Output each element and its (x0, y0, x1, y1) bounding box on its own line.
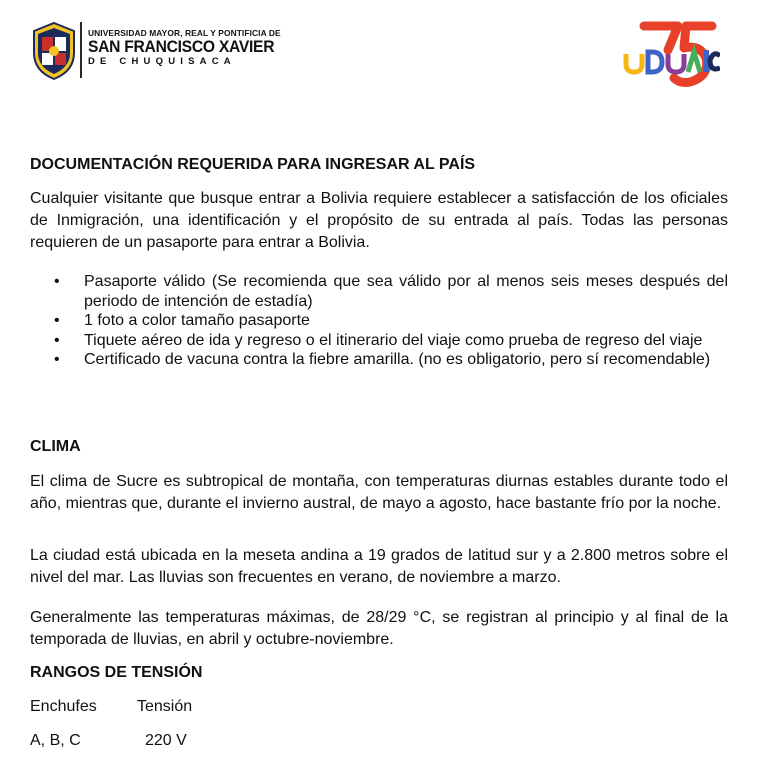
plugs-column-header: Enchufes (30, 698, 97, 715)
voltage-table-row (30, 732, 187, 750)
list-item: • 1 foto a color tamaño pasaporte (54, 312, 310, 329)
bullet-icon: • (54, 312, 60, 329)
university-line-3: DE CHUQUISACA (88, 56, 236, 67)
climate-paragraph-1: El clima de Sucre es subtropical de montaña, con temperaturas diurnas estables durante todo el año, mientras que, durante el invierno austral, de mayo a agosto, hace bastante frío por la noche. (30, 473, 728, 512)
climate-paragraph-2: La ciudad está ubicada en la meseta andina a 19 grados de latitud sur y a 2.800 metros sobre el nivel del mar. Las lluvias son frecuentes en verano, de noviembre a marzo. (30, 547, 728, 586)
voltage-heading: RANGOS DE TENSIÓN (30, 664, 203, 681)
climate-heading: CLIMA (30, 438, 81, 455)
university-name (88, 28, 290, 68)
university-line-1: UNIVERSIDAD MAYOR, REAL Y PONTIFICIA DE (88, 28, 281, 38)
university-line-2: SAN FRANCISCO XAVIER (88, 37, 275, 56)
header-divider (80, 22, 82, 78)
documentation-intro: Cualquier visitante que busque entrar a Bolivia requiere establecer a satisfacción de los oficiales de Inmigración, una identificación y el propósito de su entrada al país. Todas las personas requieren de un pasaporte para entrar a Bolivia. (30, 190, 728, 251)
voltage-value: 220 V (145, 732, 187, 749)
plugs-value: A, B, C (30, 732, 81, 749)
list-item: • Certificado de vacuna contra la fiebre amarilla. (no es obligatorio, pero sí recomendable) (54, 351, 711, 368)
bullet-icon: • (54, 331, 60, 349)
voltage-column-header: Tensión (137, 698, 193, 715)
documentation-heading: DOCUMENTACIÓN REQUERIDA PARA INGRESAR AL PAÍS (30, 156, 476, 173)
list-item: • Pasaporte válido (Se recomienda que sea válido por al menos seis meses después del periodo de intención de estadía) (54, 273, 728, 310)
bullet-icon: • (54, 273, 60, 290)
documentation-list (30, 272, 728, 370)
list-item: • Tiquete aéreo de ida y regreso o el itinerario del viaje como prueba de regreso del viaje (54, 331, 703, 349)
page-header (0, 0, 768, 110)
university-crest-icon (30, 21, 78, 81)
climate-paragraph-3: Generalmente las temperaturas máximas, de 28/29 °C, se registran al principio y al final de la temporada de lluvias, en abril y octubre-noviembre. (30, 609, 728, 648)
udualc-75-logo-icon (622, 20, 720, 88)
voltage-table-header (30, 698, 192, 716)
bullet-icon: • (54, 351, 60, 368)
